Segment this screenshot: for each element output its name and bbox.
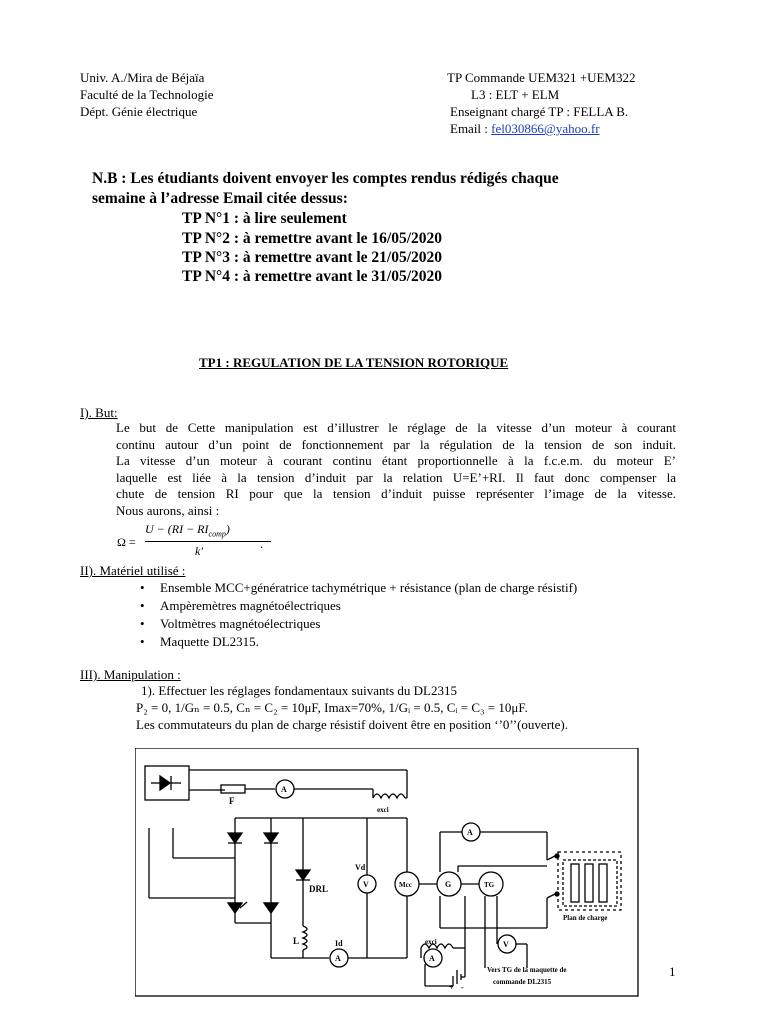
page-number: 1 — [669, 964, 676, 979]
mcc-label: Mcc — [399, 881, 412, 889]
but-line-4: laquelle est liée à la tension d’induit par la relation U=E’+RI. Il faut donc compenser la — [116, 469, 676, 485]
email-line — [450, 120, 600, 137]
vers-line-1: Vers TG de la maquette de — [487, 966, 567, 974]
l-inductor — [303, 926, 307, 950]
email-link[interactable]: fel030866@yahoo.fr — [491, 121, 600, 136]
ammeter-exci-label: A — [429, 954, 435, 963]
formula-lhs: Ω = — [117, 535, 136, 549]
list-item: • Ensemble MCC+génératrice tachymétrique + résistance (plan de charge résistif) — [136, 579, 577, 597]
tg-label: TG — [484, 881, 495, 889]
id-label: Id — [335, 939, 343, 948]
voltmeter-tg-label: V — [503, 940, 509, 949]
course-title: TP Commande UEM321 +UEM322 — [447, 70, 636, 85]
section-but-text — [116, 420, 676, 519]
plus-label: + — [449, 983, 454, 992]
notice-tp4: TP N°4 : à remettre avant le 31/05/2020 — [182, 268, 443, 285]
ammeter-g-label: A — [467, 828, 473, 837]
notice-tp2: TP N°2 : à remettre avant le 16/05/2020 — [182, 230, 443, 247]
formula-dot: . — [260, 537, 263, 551]
exci-bottom-label: exci — [425, 938, 437, 946]
ammeter-id-label: A — [335, 954, 341, 963]
ammeter-top-label: A — [281, 785, 287, 794]
fuse-label: F — [229, 796, 235, 806]
fuse — [221, 785, 245, 793]
vers-line-2: commande DL2315 — [493, 978, 552, 986]
but-line-1: Le but de Cette manipulation est d’illustrer le réglage de la vitesse d’un moteur à courant — [116, 420, 676, 435]
section-materiel-heading: II). Matériel utilisé : — [80, 563, 186, 578]
teacher-name: Enseignant chargé TP : FELLA B. — [450, 104, 629, 119]
list-item: • Maquette DL2315. — [136, 633, 577, 651]
header-left — [80, 69, 214, 120]
materiel-list — [136, 579, 577, 651]
notice-line-2: semaine à l’adresse Email citée dessus: — [92, 190, 348, 207]
diode-icon — [160, 776, 170, 790]
section-but-heading: I). But: — [80, 405, 118, 420]
university-name: Univ. A./Mira de Béjaïa — [80, 70, 205, 85]
l-label: L — [293, 936, 300, 946]
list-item: • Ampèremètres magnétoélectriques — [136, 597, 577, 615]
formula-denominator: k' — [195, 544, 203, 558]
but-line-5: chute de tension RI pour que la tension d’induit puisse représenter l’image de la vitesse. — [116, 486, 676, 501]
drl-label: DRL — [309, 884, 329, 894]
notice-tp3: TP N°3 : à remettre avant le 21/05/2020 — [182, 249, 443, 266]
class-level: L3 : ELT + ELM — [471, 87, 560, 102]
fraction-bar — [145, 541, 271, 542]
drl-diode — [296, 870, 310, 880]
department-name: Dépt. Génie électrique — [80, 104, 198, 119]
exci-top-inductor — [373, 794, 405, 798]
but-line-2: continu autour d’un point de fonctionnement par la régulation de la tension de son induit. — [116, 436, 676, 452]
email-label: Email : — [450, 121, 492, 136]
but-line-6: Nous aurons, ainsi : — [116, 502, 220, 518]
tp-title: TP1 : REGULATION DE LA TENSION ROTORIQUE — [199, 355, 509, 370]
minus-label: - — [461, 983, 464, 992]
g-label: G — [445, 880, 452, 889]
circuit-diagram — [135, 748, 640, 998]
manip-switch-note: Les commutateurs du plan de charge résistif doivent être en position ‘’0’’(ouverte). — [136, 717, 568, 732]
notice-line-1: N.B : Les étudiants doivent envoyer les comptes rendus rédigés chaque — [92, 170, 559, 187]
but-line-3: La vitesse d’un moteur à courant continu étant proportionnelle à la f.c.e.m. du moteur E’ — [116, 453, 676, 468]
list-item: • Voltmètres magnétoélectriques — [136, 615, 577, 633]
faculty-name: Faculté de la Technologie — [80, 87, 214, 102]
plan-label: Plan de charge — [563, 914, 608, 922]
formula-numerator: $U - (RI - RI_{comp})$ — [145, 522, 230, 539]
section-manipulation-heading: III). Manipulation : — [80, 667, 181, 682]
manip-params: P₂ = 0, 1/Gₙ = 0.5, Cₙ = C₂ = 10μF, Imax=70%, 1/Gᵢ = 0.5, Cᵢ = C₃ = 10μF. — [136, 700, 528, 715]
exci-top-label: exci — [377, 806, 389, 814]
vd-v-label: V — [363, 880, 369, 889]
manip-step-1: 1). Effectuer les réglages fondamentaux suivants du DL2315 — [141, 683, 457, 698]
notice-tp1: TP N°1 : à lire seulement — [182, 210, 347, 227]
vd-label: Vd — [355, 863, 366, 872]
